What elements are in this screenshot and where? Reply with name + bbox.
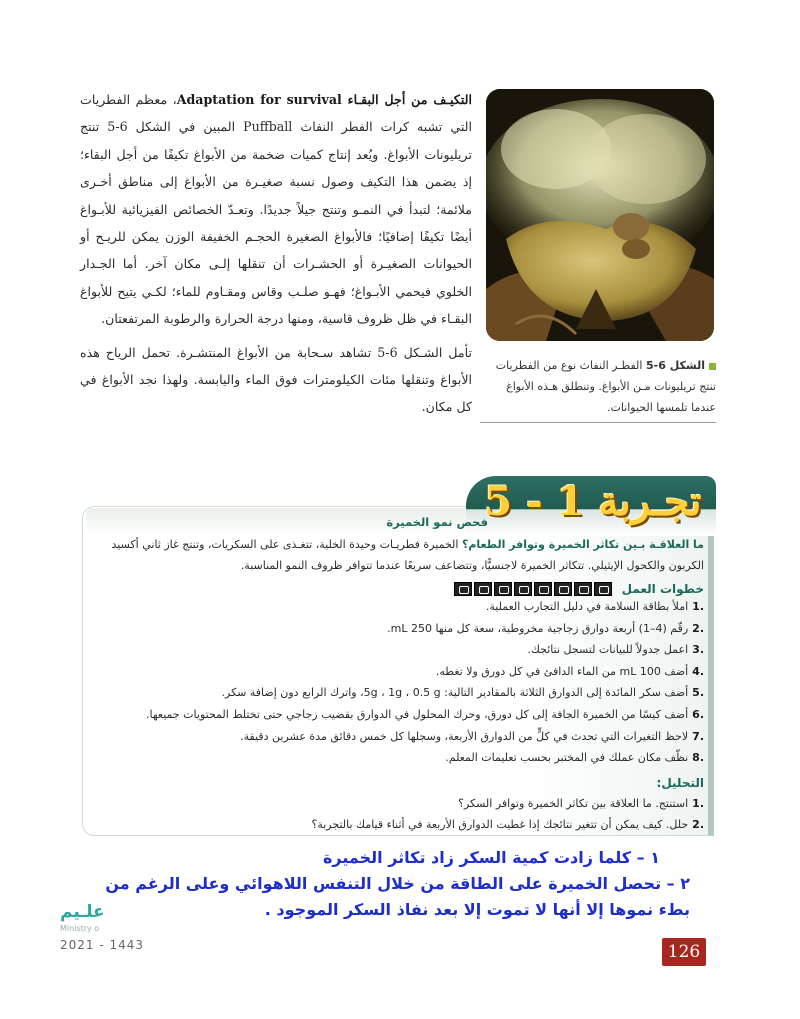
paragraph-body: ، معظم الفطريات التي تشبه كرات الفطر النفاث Puffball المبين في الشكل 6-5 تنتج تريليونات الأبواغ. ويُعد إنتاج كميات ضخمة من الأبواغ تكيفًا من أجل البقاء؛ إذ يضمن هذا التكيف وصول نسبة صغيـرة من الأبواغ إلى مناطق أخـرى ملائمة؛ لتبدأ في النمـو وتنتج جيلاً جديدًا. وتعـدّ الخصائص الفيزيائية للأبـواغ أيضًا تكيفًا إضافيًا؛ فالأبواغ الصغيرة الحجـم الخفيفة الوزن يمكن للريـح أو الحيوانات الصغيـرة أو الحشـرات أن تنقلها إلـى مكان آخر. أما الجـدار الخلوي فيحمي الأبـواغ؛ فهـو صلـب وقاس ومقـاوم للماء؛ لكـي يتيح للأبواغ البقـاء في ظل ظروف قاسية، ومنها درجة الحرارة والرطوبة المرتفعتان.: [80, 92, 472, 327]
safety-icon: [474, 582, 492, 596]
step-item: [92, 682, 704, 704]
puffball-illustration: [486, 89, 714, 341]
logo-subtext: Ministry o: [60, 924, 100, 933]
steps-title: خطوات العمل: [621, 582, 704, 596]
step-number: .2: [692, 621, 704, 635]
step-number: .6: [692, 707, 704, 721]
step-text: أضف سكر المائدة إلى الدوارق الثلاثة بالمقادير التالية: 5g ، 1g ، 0.5 g، واترك الرابع دون إضافة سكر.: [221, 686, 689, 700]
paragraph-body: تأمل الشـكل 6-5 تشاهد سـحابة من الأبواغ المنتشـرة. تحمل الرياح هذه الأبواغ وتنقلها مئات الكيلومترات فوق الماء واليابسة. ولهذا نجد الأبواغ في كل مكان.: [80, 344, 473, 415]
answers-block: [80, 845, 720, 923]
safety-icon: [554, 582, 572, 596]
safety-icon: [534, 582, 552, 596]
safety-icon: [454, 582, 472, 596]
steps-heading-row: [92, 582, 704, 596]
analysis-number: .2: [692, 818, 704, 832]
experiment-title: تجـربة 1 - 5: [484, 478, 702, 525]
step-item: [92, 726, 704, 748]
main-text: [80, 86, 472, 427]
safety-icon: [514, 582, 532, 596]
paragraph-lead: التكيـف من أجل البقـاء Adaptation for survival: [176, 92, 472, 107]
answer-2: ٢ – تحصل الخميرة على الطاقة من خلال التنفس اللاهوائي وعلى الرغم من بطء نموها إلا أنها لا تموت إلا بعد نفاذ السكر الموجود .: [105, 874, 690, 919]
experiment-subtitle: فحص نمو الخميرة: [386, 515, 488, 529]
step-text: رقّم (4–1) أربعة دوارق زجاجية مخروطية، سعة كل منها 250 mL.: [387, 621, 689, 635]
experiment-intro-text: الخميرة فطريـات وحيدة الخلية، تتغـذى على السكريات، وتنتج غاز ثاني أكسيد الكربون والكحول الإيثيلي. تتكاثر الخميرة لاجنسيًّا، وتتضاعف سريعًا عندما تتوافر ظروف النمو المناسبة.: [111, 538, 704, 572]
analysis-text: حلل. كيف يمكن أن تتغير نتائجك إذا غطيت الدوارق الأربعة في أثناء قيامك بالتجربة؟: [311, 818, 689, 832]
step-number: .8: [692, 751, 704, 765]
step-number: .1: [692, 600, 704, 613]
step-text: لاحظ التغيرات التي تحدث في كلٍّ من الدوارق الأربعة، وسجلها كل خمس دقائق مدة عشرين دقيقة.: [240, 729, 689, 743]
publisher-logo: [60, 902, 170, 933]
figure-label: الشكل 6-5: [645, 359, 705, 372]
analysis-number: .1: [692, 796, 704, 810]
edition-year: 2021 - 1443: [60, 938, 145, 952]
figure-caption: [480, 355, 716, 423]
caption-text: الفطـر النفاث نوع من الفطريات تنتج تريليونات مـن الأبواغ. وتنطلق هـذه الأبواغ عندما تلمسها الحيوانات.: [495, 359, 716, 414]
caption-bullet-icon: [709, 363, 716, 370]
step-item: [92, 618, 704, 640]
safety-icons: [454, 582, 612, 596]
safety-icon: [494, 582, 512, 596]
paragraph-adaptation: [80, 86, 472, 333]
puffball-photo: [486, 89, 714, 341]
step-item: [92, 661, 704, 683]
experiment-intro: [92, 534, 704, 576]
experiment-content: [92, 512, 704, 836]
analysis-title: التحليل:: [656, 775, 704, 790]
step-item: [92, 639, 704, 661]
page-number: 126: [662, 938, 706, 966]
step-item: [92, 747, 704, 769]
analysis-text: استنتج. ما العلاقة بين تكاثر الخميرة وتوافر السكر؟: [458, 796, 689, 810]
safety-icon: [574, 582, 592, 596]
analysis-item: [92, 814, 704, 836]
step-item: [92, 704, 704, 726]
logo-text: علـيم: [60, 902, 105, 922]
step-text: أضف كيسًا من الخميرة الجافة إلى كل دورق، وحرك المحلول في الدوارق بقضيب زجاجي حتى تختلط المحتويات جميعها.: [145, 707, 689, 721]
experiment-question: ما العلاقـة بـين تكاثر الخميرة وتوافر الطعام؟: [461, 538, 704, 551]
safety-icon: [594, 582, 612, 596]
analysis-item: [92, 793, 704, 815]
step-number: .4: [692, 664, 704, 678]
step-text: اعمل جدولاً للبيانات لتسجل نتائجك.: [527, 643, 689, 657]
step-number: .3: [692, 643, 704, 657]
paragraph-spores: [80, 339, 472, 421]
step-text: نظّف مكان عملك في المختبر بحسب تعليمات المعلم.: [445, 751, 689, 765]
step-item: [92, 596, 704, 618]
step-text: أضف 100 mL من الماء الدافئ في كل دورق ولا تغطه.: [435, 664, 689, 678]
step-number: .7: [692, 729, 704, 743]
step-text: املأ بطاقة السلامة في دليل التجارب العملية.: [485, 600, 689, 613]
answer-1: ١ – كلما زادت كمية السكر زاد تكاثر الخميرة: [322, 848, 660, 867]
step-number: .5: [692, 686, 704, 700]
